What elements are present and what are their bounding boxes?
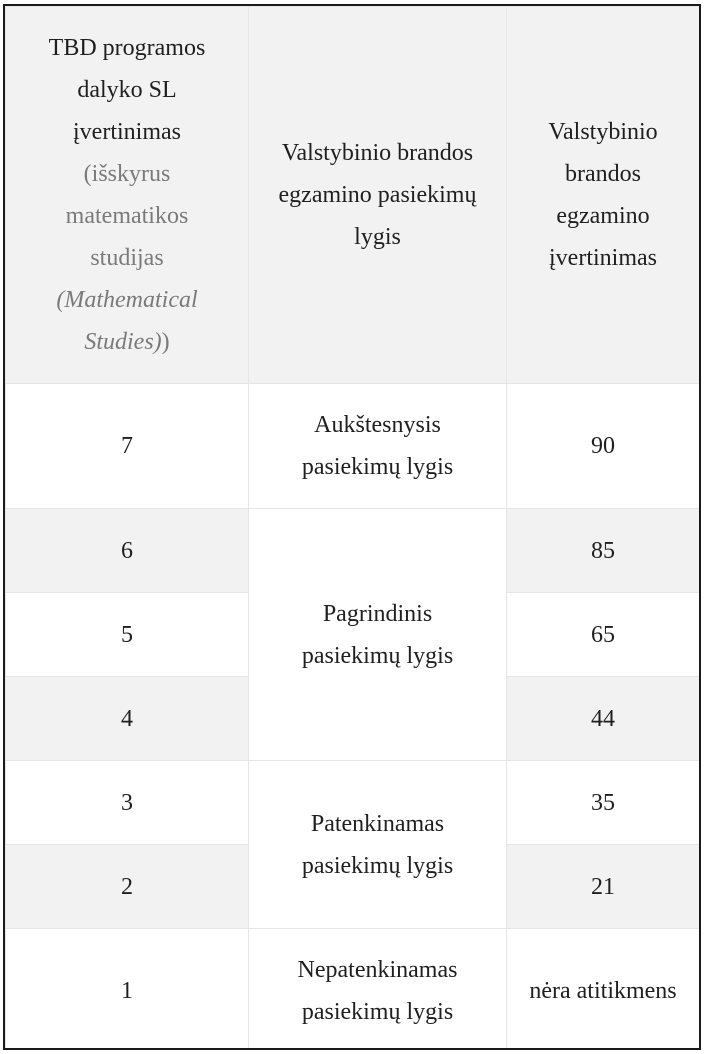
grade-cell: 2 xyxy=(6,845,249,929)
score-cell: 90 xyxy=(507,384,700,509)
table-header-row xyxy=(6,7,700,384)
header-exam-score: Valstybinio brandos egzamino įvertinimas xyxy=(507,7,700,384)
score-cell: 21 xyxy=(507,845,700,929)
grade-cell: 1 xyxy=(6,929,249,1051)
header-note-italic: (Mathematical Studies) xyxy=(56,287,198,355)
grade-cell: 6 xyxy=(6,509,249,593)
table-row xyxy=(6,509,700,593)
level-cell: Nepatenkinamas pasiekimų lygis xyxy=(249,929,507,1051)
header-ib-grade-label: TBD programos dalyko SL įvertinimas xyxy=(48,35,206,145)
score-cell: 35 xyxy=(507,761,700,845)
score-cell: 44 xyxy=(507,677,700,761)
header-note-close: ) xyxy=(161,329,170,355)
table-row xyxy=(6,384,700,509)
header-ib-grade-note xyxy=(28,153,226,363)
level-cell: Patenkinamas pasiekimų lygis xyxy=(249,761,507,929)
level-cell: Aukštesnysis pasiekimų lygis xyxy=(249,384,507,509)
header-note-text: (išskyrus matematikos studijas xyxy=(65,161,189,271)
table-row xyxy=(6,761,700,845)
grade-cell: 7 xyxy=(6,384,249,509)
score-cell: 65 xyxy=(507,593,700,677)
grade-conversion-table xyxy=(5,6,700,1050)
header-exam-level: Valstybinio brandos egzamino pasiekimų lygis xyxy=(249,7,507,384)
level-cell: Pagrindinis pasiekimų lygis xyxy=(249,509,507,761)
grade-cell: 5 xyxy=(6,593,249,677)
grade-conversion-table-frame xyxy=(3,4,701,1050)
score-cell: nėra atitikmens xyxy=(507,929,700,1051)
header-ib-grade xyxy=(6,7,249,384)
table-row xyxy=(6,929,700,1051)
grade-cell: 3 xyxy=(6,761,249,845)
score-cell: 85 xyxy=(507,509,700,593)
grade-cell: 4 xyxy=(6,677,249,761)
